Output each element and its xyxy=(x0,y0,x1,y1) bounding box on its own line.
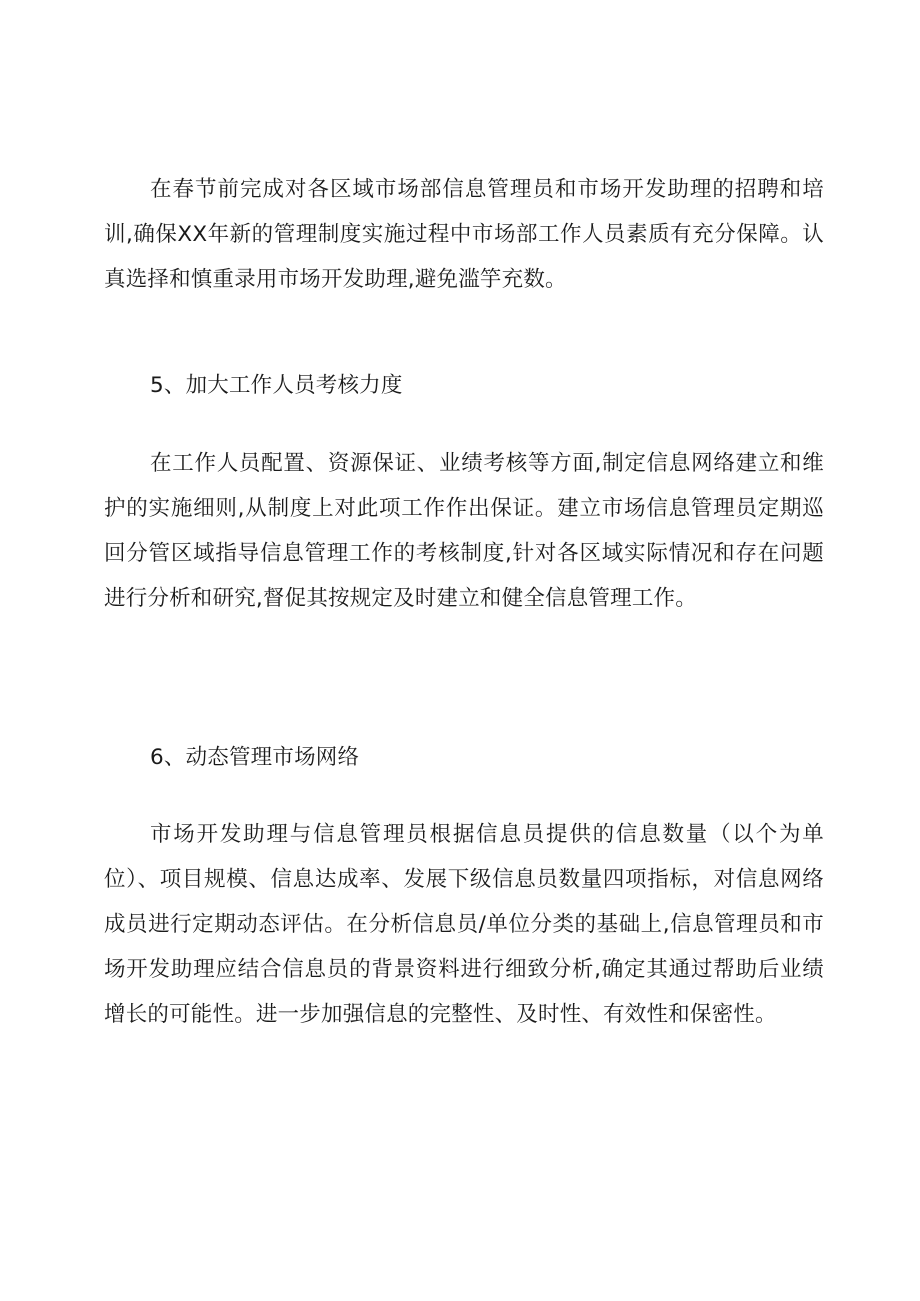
paragraph-network-management: 市场开发助理与信息管理员根据信息员提供的信息数量（以个为单位）、项目规模、信息达成率、发展下级信息员数量四项指标，对信息网络成员进行定期动态评估。在分析信息员/单位分类的基础上,信息管理员和市场开发助理应结合信息员的背景资料进行细致分析,确定其通过帮助后业绩增长的可能性。进一步加强信息的完整性、及时性、有效性和保密性。 xyxy=(104,822,824,1027)
section-heading-6: 6、动态管理市场网络 xyxy=(150,745,360,770)
paragraph-recruitment: 在春节前完成对各区域市场部信息管理员和市场开发助理的招聘和培训,确保XX年新的管理制度实施过程中市场部工作人员素质有充分保障。认真选择和慎重录用市场开发助理,避免滥竽充数。 xyxy=(104,177,824,292)
paragraph-assessment: 在工作人员配置、资源保证、业绩考核等方面,制定信息网络建立和维护的实施细则,从制度上对此项工作作出保证。建立市场信息管理员定期巡回分管区域指导信息管理工作的考核制度,针对各区域实际情况和存在问题进行分析和研究,督促其按规定及时建立和健全信息管理工作。 xyxy=(104,451,824,611)
section-heading-5: 5、加大工作人员考核力度 xyxy=(150,373,403,398)
